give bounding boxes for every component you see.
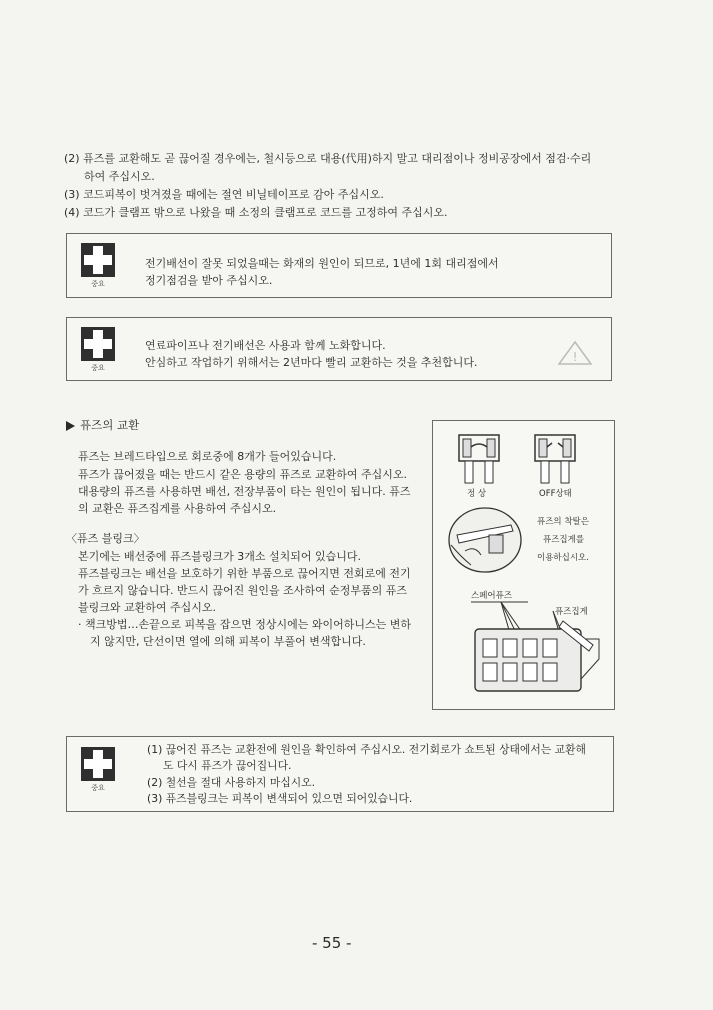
notice-1-line2: 정기점검을 받아 주십시오. [145, 274, 273, 287]
svg-text:!: ! [572, 350, 578, 364]
label-fuse-tongs: 퓨즈집게 [555, 607, 588, 617]
caption-line-3: 이용하십시오. [537, 553, 589, 563]
caption-line-2: 퓨즈집게를 [543, 535, 585, 545]
triangle-bullet-icon [66, 421, 75, 431]
notice-3-line4: (3) 퓨즈블링크는 피복이 변색되어 있으면 되어있습니다. [147, 792, 413, 805]
important-cross-icon [81, 327, 115, 361]
important-caption: 중요 [91, 784, 105, 792]
sub-line-3: 가 흐르지 않습니다. 반드시 끊어진 원인을 조사하여 순정부품의 퓨즈 [78, 584, 407, 597]
item-2-line2: 하여 주십시오. [84, 170, 155, 183]
important-cross-icon [81, 747, 115, 781]
important-cross-icon [81, 243, 115, 277]
fuse-normal-drawing [457, 431, 501, 487]
important-caption: 중요 [91, 280, 105, 288]
label-off: OFF상태 [539, 489, 572, 499]
warning-triangle-icon [557, 340, 593, 366]
caption-line-1: 퓨즈의 착탈은 [537, 517, 589, 527]
notice-box-3 [66, 736, 614, 812]
notice-1-line1: 전기배선이 잘못 되었을때는 화재의 원인이 되므로, 1년에 1회 대리점에서 [145, 257, 499, 270]
item-3: (3) 코드피복이 벗겨졌을 때에는 절연 비닐테이프로 감아 주십시오. [64, 188, 384, 201]
sub-line-1: 본기에는 배선중에 퓨즈블링크가 3개소 설치되어 있습니다. [78, 550, 361, 563]
notice-box-1 [66, 233, 612, 298]
notice-box-2 [66, 317, 612, 381]
fuse-box-drawing [453, 599, 603, 697]
notice-3-line3: (2) 철선을 절대 사용하지 마십시오. [147, 776, 316, 789]
item-2-line1: (2) 퓨즈를 교환해도 곧 끊어질 경우에는, 철시등으로 대용(代用)하지 말고 대리점이나 정비공장에서 점검·수리 [64, 152, 592, 165]
para-line-3: 대용량의 퓨즈를 사용하면 배선, 전장부품이 타는 원인이 됩니다. 퓨즈 [78, 485, 411, 498]
sub-line-6: 지 않지만, 단선이면 열에 의해 피복이 부풀어 변색합니다. [90, 635, 366, 648]
section-heading: 퓨즈의 교환 [80, 418, 140, 432]
sub-line-5: · 책크방법…손끝으로 피복을 잡으면 정상시에는 와이어하니스는 변하 [78, 618, 412, 631]
important-caption: 중요 [91, 364, 105, 372]
sub-line-4: 블링크와 교환하여 주십시오. [78, 601, 217, 614]
sub-line-2: 퓨즈블링크는 배선을 보호하기 위한 부품으로 끊어지면 전회로에 전기 [78, 567, 411, 580]
notice-2-line2: 안심하고 작업하기 위해서는 2년마다 빨리 교환하는 것을 추천합니다. [145, 356, 478, 369]
para-line-1: 퓨즈는 브레드타입으로 회로중에 8개가 들어있습니다. [78, 450, 337, 463]
notice-3-line1: (1) 끊어진 퓨즈는 교환전에 원인을 확인하여 주십시오. 전기회로가 쇼트된 상태에서는 교환해 [147, 743, 586, 756]
label-normal: 정 상 [467, 489, 487, 499]
fuse-off-drawing [533, 431, 577, 487]
subheading: 〈퓨즈 블링크〉 [66, 532, 145, 545]
item-4: (4) 코드가 클램프 밖으로 나왔을 때 소정의 클램프로 코드를 고정하여 주십시오. [64, 206, 448, 219]
page-number: - 55 - [312, 934, 352, 952]
label-spare-fuse: 스페어퓨즈 [471, 591, 513, 601]
notice-3-line2: 도 다시 퓨즈가 끊어집니다. [163, 759, 292, 772]
para-line-4: 의 교환은 퓨즈집게를 사용하여 주십시오. [78, 502, 277, 515]
notice-2-line1: 연료파이프나 전기배선은 사용과 함께 노화합니다. [145, 339, 386, 352]
fuse-tongs-drawing [445, 505, 527, 575]
fuse-figure [432, 420, 615, 710]
para-line-2: 퓨즈가 끊어졌을 때는 반드시 같은 용량의 퓨즈로 교환하여 주십시오. [78, 468, 407, 481]
